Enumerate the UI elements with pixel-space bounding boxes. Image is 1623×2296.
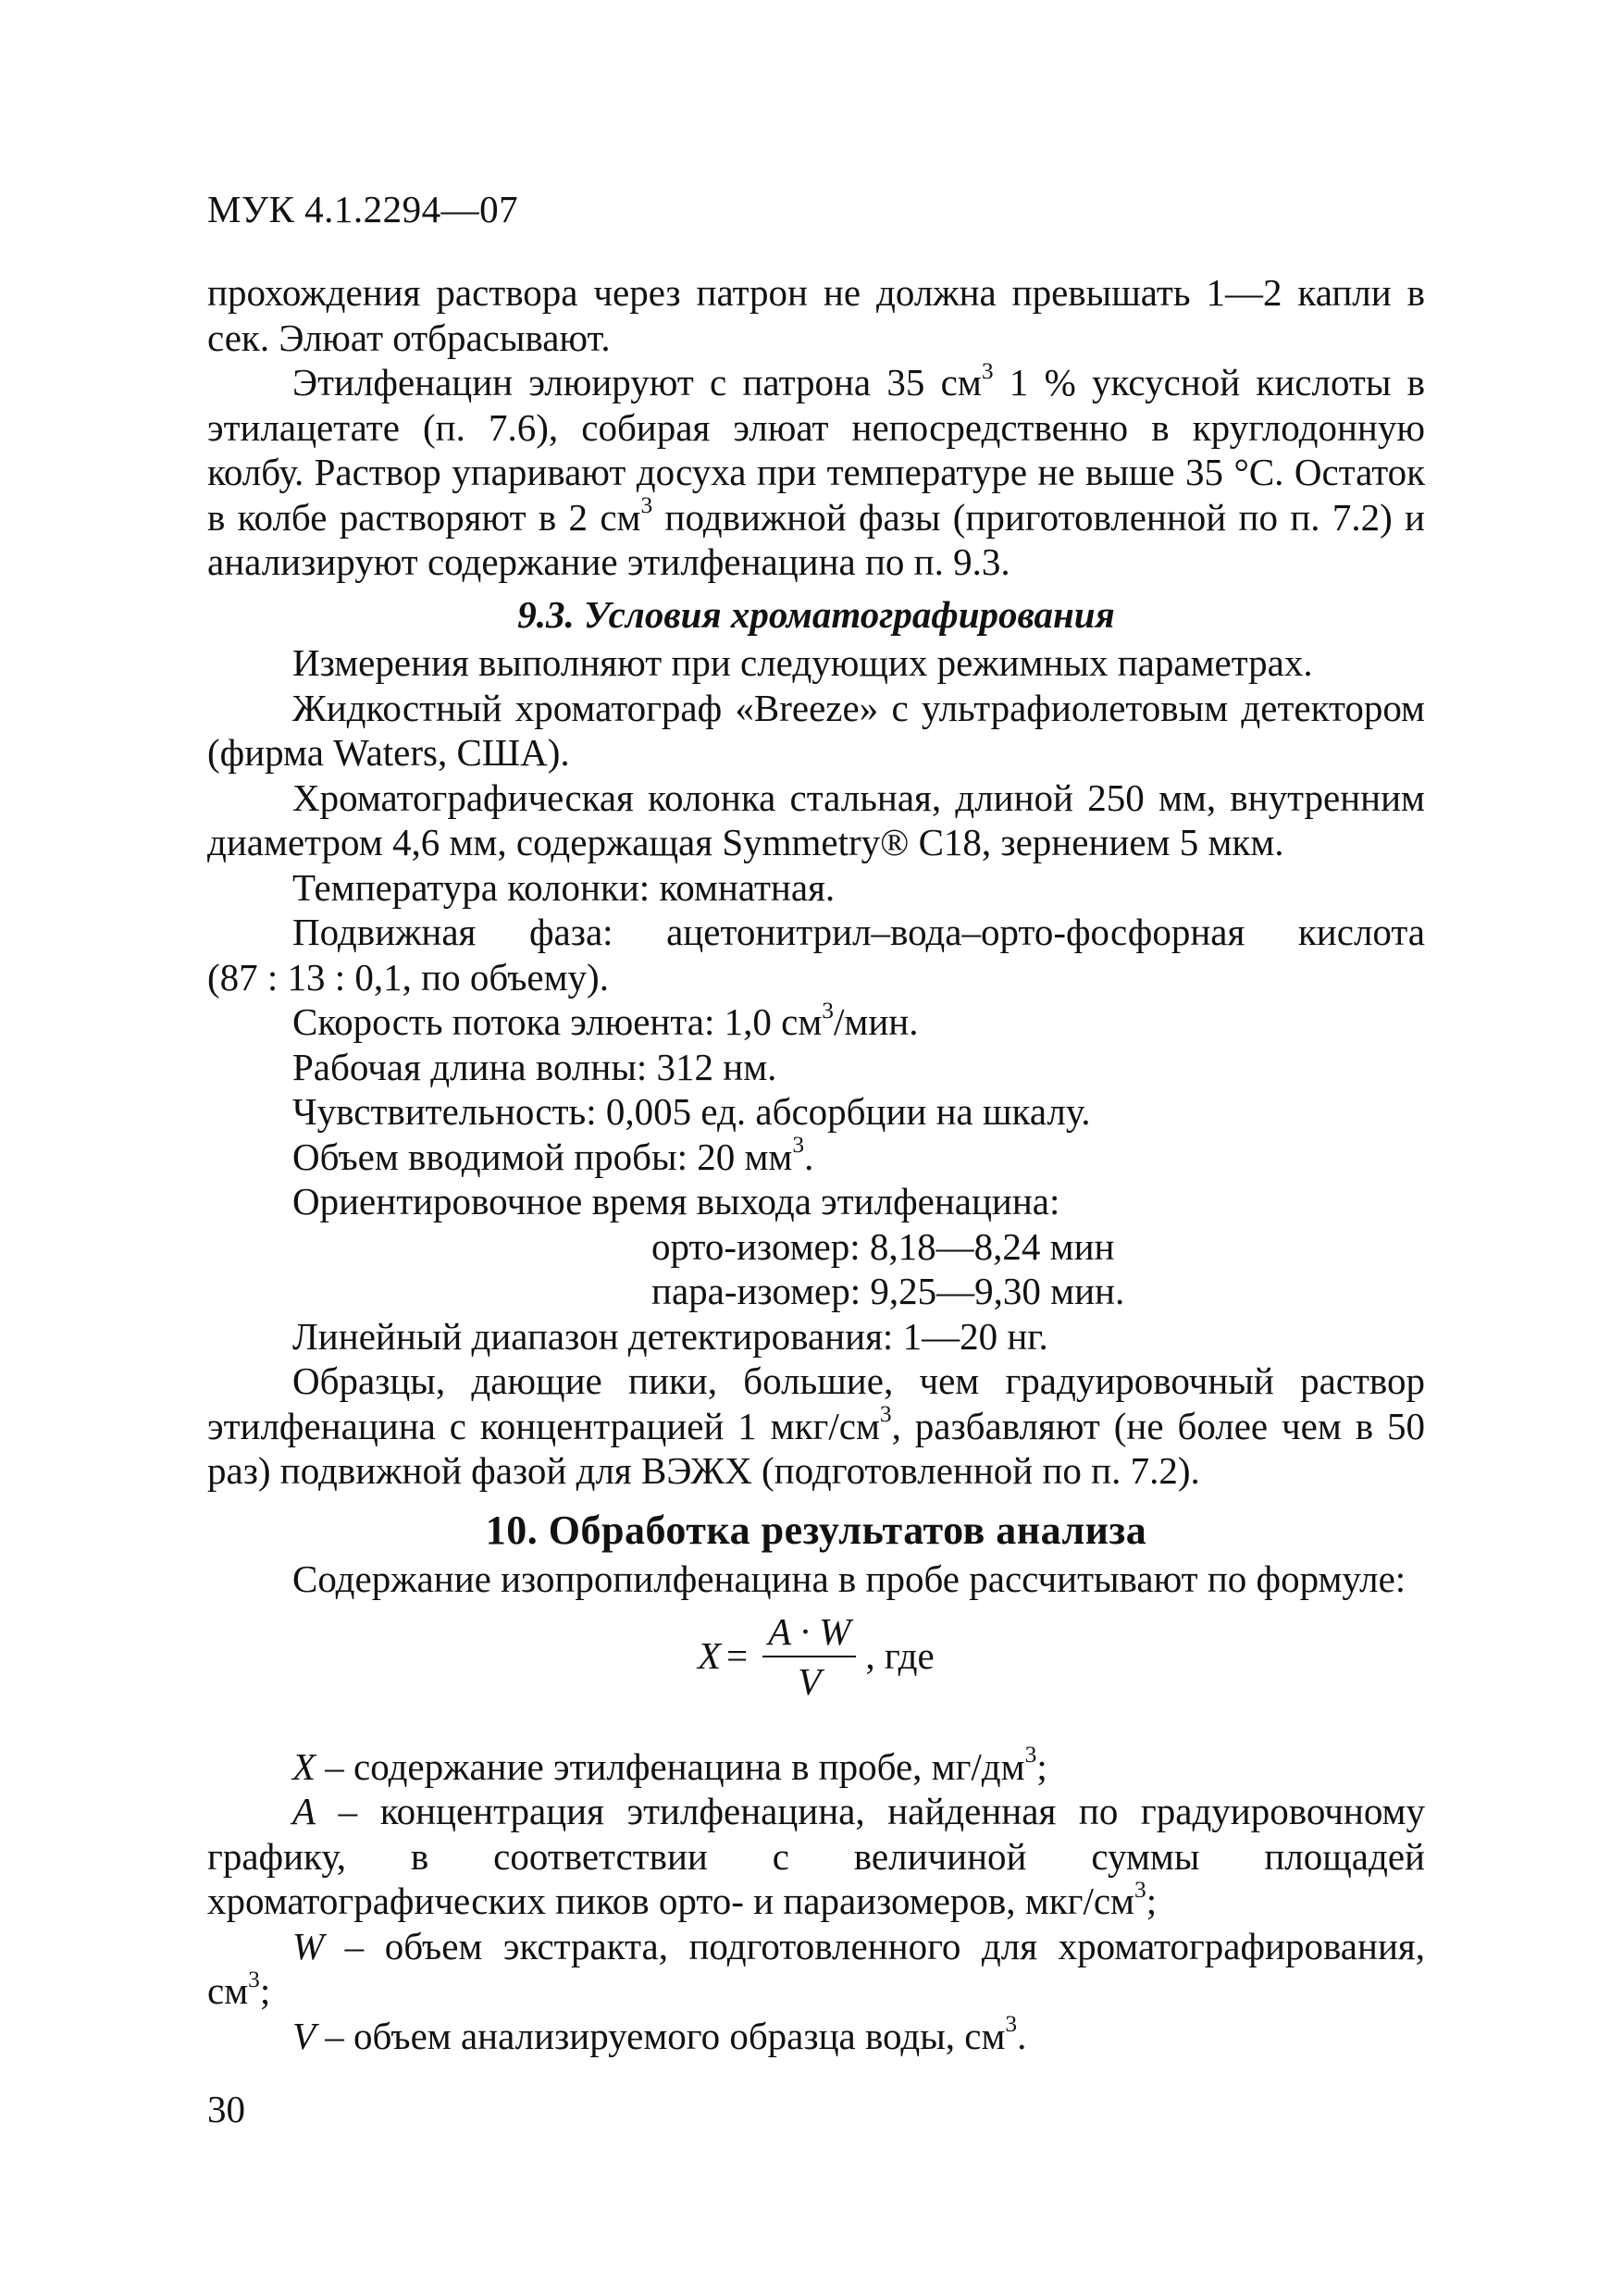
superscript: 3 [1024, 1742, 1037, 1769]
text-line: сек. Элюат отбрасывают. [207, 316, 611, 359]
definition-x [207, 1744, 1425, 1790]
definition-w [207, 1924, 1425, 2014]
text-run: подвижной фазы (приготовленной по п. 7.2) и анализируют содержание этилфенацина по п. 9.3. [207, 495, 1425, 583]
text-run: – концентрация этилфенацина, найденная по градуировочному графику, в соответствии с величиной суммы площадей хроматографических пиков орто- и параизомеров, мкг/см [207, 1790, 1425, 1922]
text-run: Скорость потока элюента: 1,0 см [292, 1000, 823, 1043]
retention-ortho: орто-изомер: 8,18—8,24 мин [651, 1224, 1115, 1268]
symbol: V [292, 2014, 316, 2057]
formula-numerator: A · W [768, 1609, 851, 1653]
mobile-phase-line [207, 910, 1425, 955]
formula-denominator: V [798, 1659, 822, 1703]
linear-range: Линейный диапазон детектирования: 1—20 нг. [292, 1314, 1048, 1358]
symbol: W [292, 1924, 325, 1967]
text-run: 1 % уксусной кислоты в этилацетате (п. 7.6), собирая элюат непосредственно в круглодонную колбу. Раствор упаривают досуха при температуре не выше 35 °С. Остаток в колбе растворяют в 2 см [207, 361, 1425, 539]
superscript: 3 [640, 492, 653, 519]
page-body [207, 270, 1425, 2058]
text-run: ; [1146, 1880, 1158, 1922]
retention-title: Ориентировочное время выхода этилфенацина: [292, 1180, 1060, 1222]
definition-a [207, 1789, 1425, 1924]
wavelength: Рабочая длина волны: 312 нм. [292, 1045, 777, 1088]
subsection-heading-9-3: 9.3. Условия хроматографирования [517, 592, 1115, 636]
section-heading-10: 10. Обработка результатов анализа [485, 1507, 1147, 1553]
text-run: ; [259, 1969, 271, 2012]
retention-para: пара-изомер: 9,25—9,30 мин. [651, 1270, 1125, 1312]
document-code: МУК 4.1.2294—07 [207, 188, 519, 230]
formula-lhs: X [698, 1634, 722, 1678]
chromatograph-paragraph: Жидкостный хроматограф «Breeze» с ультрафиолетовым детектором (фирма Waters, США). [207, 686, 1425, 774]
formula-equals: = [726, 1634, 749, 1678]
superscript: 3 [822, 997, 834, 1024]
word: кислота [1297, 911, 1425, 953]
elution-paragraph [207, 357, 1425, 585]
symbol: A [292, 1790, 316, 1832]
text-run: – объем экстракта, подготовленного для хроматографирования, см [207, 1924, 1425, 2012]
text-run: . [1017, 2014, 1027, 2057]
formula-intro: Содержание изопропилфенацина в пробе рассчитывают по формуле: [292, 1558, 1406, 1600]
dilution-paragraph [207, 1359, 1425, 1494]
formula-block [207, 1607, 1425, 1728]
flow-rate [207, 999, 1425, 1045]
mobile-phase-ratio: (87 : 13 : 0,1, по объему). [207, 955, 609, 999]
superscript: 3 [981, 357, 994, 384]
superscript: 3 [1134, 1876, 1146, 1903]
measurements-paragraph: Измерения выполняют при следующих режимных параметрах. [292, 641, 1313, 684]
text-run: . [804, 1135, 814, 1178]
mobile-phase-paragraph [207, 910, 1425, 999]
word: фаза: [528, 911, 613, 953]
definition-v [207, 2011, 1425, 2059]
symbol: X [292, 1744, 316, 1788]
superscript: 3 [792, 1132, 805, 1159]
formula [698, 1607, 935, 1706]
text-run: Объем вводимой пробы: 20 мм [292, 1135, 793, 1178]
text-run: Этилфенацин элюируют с патрона 35 см [292, 361, 982, 403]
text-run: , разбавляют (не более чем в 50 раз) подвижной фазой для ВЭЖХ (подготовленной по п. 7.2). [207, 1404, 1425, 1492]
word: ацетонитрил–вода–орто-фосфорная [666, 911, 1245, 953]
superscript: 3 [879, 1401, 892, 1428]
continued-paragraph [207, 270, 1425, 360]
formula-suffix: , где [865, 1634, 935, 1678]
text-run: /мин. [833, 1000, 919, 1043]
superscript: 3 [248, 1966, 260, 1992]
formula-fraction [762, 1607, 856, 1706]
superscript: 3 [1005, 2011, 1018, 2038]
text-run: Образцы, дающие пики, большие, чем градуировочный раствор этилфенацина с концентрацией 1 мкг/см [207, 1359, 1425, 1447]
sensitivity: Чувствительность: 0,005 ед. абсорбции на шкалу. [292, 1090, 1091, 1133]
injection-volume [207, 1132, 1425, 1180]
word: Подвижная [292, 911, 477, 953]
text-line: прохождения раствора через патрон не должна превышать 1—2 капли в [207, 271, 1425, 314]
text-run: – объем анализируемого образца воды, см [316, 2014, 1006, 2057]
page-number: 30 [207, 2088, 245, 2130]
column-paragraph: Хроматографическая колонка стальная, длиной 250 мм, внутренним диаметром 4,6 мм, содержащая Symmetry® C18, зернением 5 мкм. [207, 776, 1425, 863]
text-run: – содержание этилфенацина в пробе, мг/дм [316, 1744, 1025, 1788]
text-run: ; [1036, 1744, 1047, 1788]
column-temperature: Температура колонки: комнатная. [292, 865, 836, 909]
